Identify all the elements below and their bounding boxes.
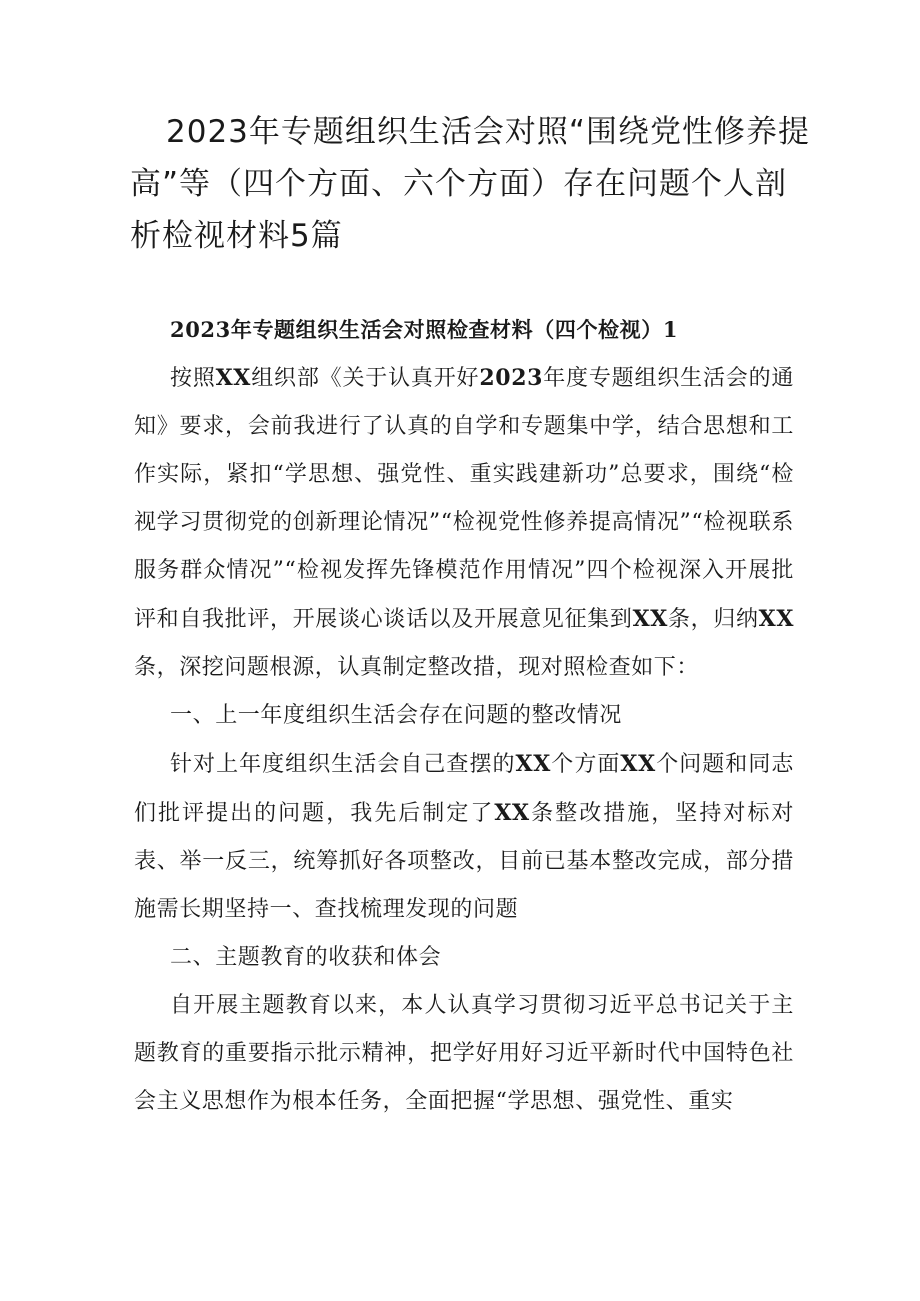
paragraph-section-1: 针对上年度组织生活会自己查摆的XX个方面XX个问题和同志们批评提出的问题，我先后制定了XX条整改措施，坚持对标对表、举一反三，统筹抓好各项整改，目前已基本整改完成，部分措施需长期坚持一、查找梳理发现的问题 xyxy=(134,751,794,922)
document-body xyxy=(134,306,794,1126)
subtitle: 2023年专题组织生活会对照检查材料（四个检视）1 xyxy=(170,317,679,342)
section-heading: 一、上一年度组织生活会存在问题的整改情况 xyxy=(170,703,623,728)
paragraph-section-2: 自开展主题教育以来，本人认真学习贯彻习近平总书记关于主题教育的重要指示批示精神，把学好用好习近平新时代中国特色社会主义思想作为根本任务，全面把握“学思想、强党性、重实 xyxy=(134,993,794,1114)
document-title: 2023年专题组织生活会对照“围绕党性修养提高”等（四个方面、六个方面）存在问题个人剖析检视材料5篇 xyxy=(130,114,810,254)
paragraph-intro: 按照XX组织部《关于认真开好2023年度专题组织生活会的通知》要求，会前我进行了认真的自学和专题集中学，结合思想和工作实际，紧扣“学思想、强党性、重实践建新功”总要求，围绕“检视学习贯彻党的创新理论情况”“检视党性修养提高情况”“检视联系服务群众情况”“检视发挥先锋模范作用情况”四个检视深入开展批评和自我批评，开展谈心谈话以及开展意见征集到XX条，归纳XX条，深挖问题根源，认真制定整改措，现对照检查如下： xyxy=(134,365,794,680)
section-heading: 二、主题教育的收获和体会 xyxy=(170,945,442,970)
